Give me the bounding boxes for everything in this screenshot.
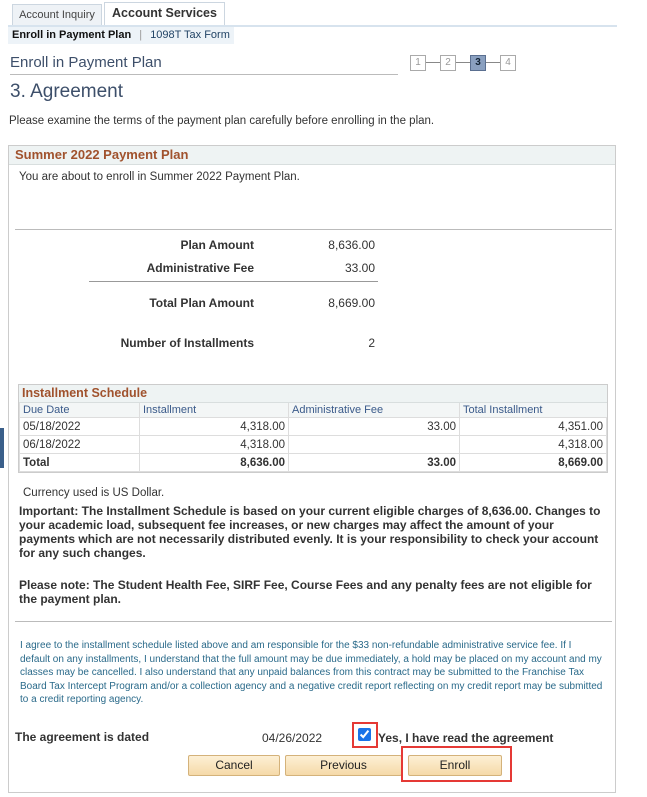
cancel-button[interactable]: Cancel xyxy=(188,755,280,776)
installments-count: 2 xyxy=(368,336,375,350)
subnav-enroll[interactable]: Enroll in Payment Plan xyxy=(12,29,132,41)
enroll-button[interactable]: Enroll xyxy=(408,755,502,776)
col-total: Total Installment xyxy=(460,403,607,418)
panel-title: Summer 2022 Payment Plan xyxy=(9,146,615,165)
plan-intro: You are about to enroll in Summer 2022 Payment Plan. xyxy=(19,171,300,183)
page-title: Enroll in Payment Plan xyxy=(10,54,398,75)
instructions: Please examine the terms of the payment plan carefully before enrolling in the plan. xyxy=(9,115,435,127)
plan-amount: 8,636.00 xyxy=(328,238,375,252)
subnav xyxy=(8,27,234,44)
important-note: Important: The Installment Schedule is based on your current eligible charges of 8,636.00. Changes to your academic load, subsequent fee increases, or new charges may affect the amount of your payments which are not necessarily distributed evenly. It is your responsibility to check your account for any such changes. xyxy=(19,504,601,560)
dated-label: The agreement is dated xyxy=(15,730,150,744)
subnav-separator: | xyxy=(139,29,143,41)
cell: 33.00 xyxy=(289,454,460,472)
agreement-text: I agree to the installment schedule listed above and am responsible for the $33 non-refundable administrative service fee. If I default on any installments, I understand that the full amount may be due immediately, a hold may be placed on my account and my classes may be cancelled. I also understand that any unpaid balances from this contract may be submitted to the Franchise Tax Board Tax Intercept Program and/or a collection agency and a negative credit report reflecting on my credit report may be submitted to a credit reporting agency. xyxy=(20,640,603,705)
agreement-date: 04/26/2022 xyxy=(262,731,323,745)
installments-label: Number of Installments xyxy=(120,336,254,350)
schedule-title: Installment Schedule xyxy=(19,385,607,403)
total-plan-label: Total Plan Amount xyxy=(149,296,254,310)
cell: Total xyxy=(20,454,140,472)
cell: 33.00 xyxy=(289,418,460,436)
step-3-current: 3 xyxy=(470,55,486,71)
cell: 4,318.00 xyxy=(140,436,289,454)
cell: 4,351.00 xyxy=(460,418,607,436)
highlight-checkbox xyxy=(352,722,378,748)
currency-note: Currency used is US Dollar. xyxy=(23,487,165,499)
step-2: 2 xyxy=(440,55,456,71)
tab-account-services[interactable]: Account Services xyxy=(104,2,225,26)
section-title: 3. Agreement xyxy=(10,81,124,102)
total-plan-amount: 8,669.00 xyxy=(328,296,375,310)
cell: 8,669.00 xyxy=(460,454,607,472)
checkbox-label[interactable]: Yes, I have read the agreement xyxy=(378,731,554,745)
table-row xyxy=(20,436,607,454)
table-total-row xyxy=(20,454,607,472)
step-1: 1 xyxy=(410,55,426,71)
cell xyxy=(289,436,460,454)
installment-schedule xyxy=(18,384,608,473)
subnav-1098t-link[interactable]: 1098T Tax Form xyxy=(150,29,230,41)
col-installment: Installment xyxy=(140,403,289,418)
step-4: 4 xyxy=(500,55,516,71)
side-handle[interactable] xyxy=(0,428,4,468)
cell: 4,318.00 xyxy=(460,436,607,454)
highlight-enroll xyxy=(401,746,512,782)
cell: 8,636.00 xyxy=(140,454,289,472)
table-row xyxy=(20,418,607,436)
cell: 4,318.00 xyxy=(140,418,289,436)
previous-button[interactable]: Previous xyxy=(285,755,402,776)
plan-amount-label: Plan Amount xyxy=(180,238,254,252)
col-due-date: Due Date xyxy=(20,403,140,418)
col-admin-fee: Administrative Fee xyxy=(289,403,460,418)
eligibility-note: Please note: The Student Health Fee, SIRF Fee, Course Fees and any penalty fees are not eligible for the payment plan. xyxy=(19,578,592,606)
cell: 05/18/2022 xyxy=(20,418,140,436)
cell: 06/18/2022 xyxy=(20,436,140,454)
admin-fee: 33.00 xyxy=(344,261,375,275)
tab-account-inquiry[interactable]: Account Inquiry xyxy=(12,4,102,26)
admin-fee-label: Administrative Fee xyxy=(146,261,254,275)
